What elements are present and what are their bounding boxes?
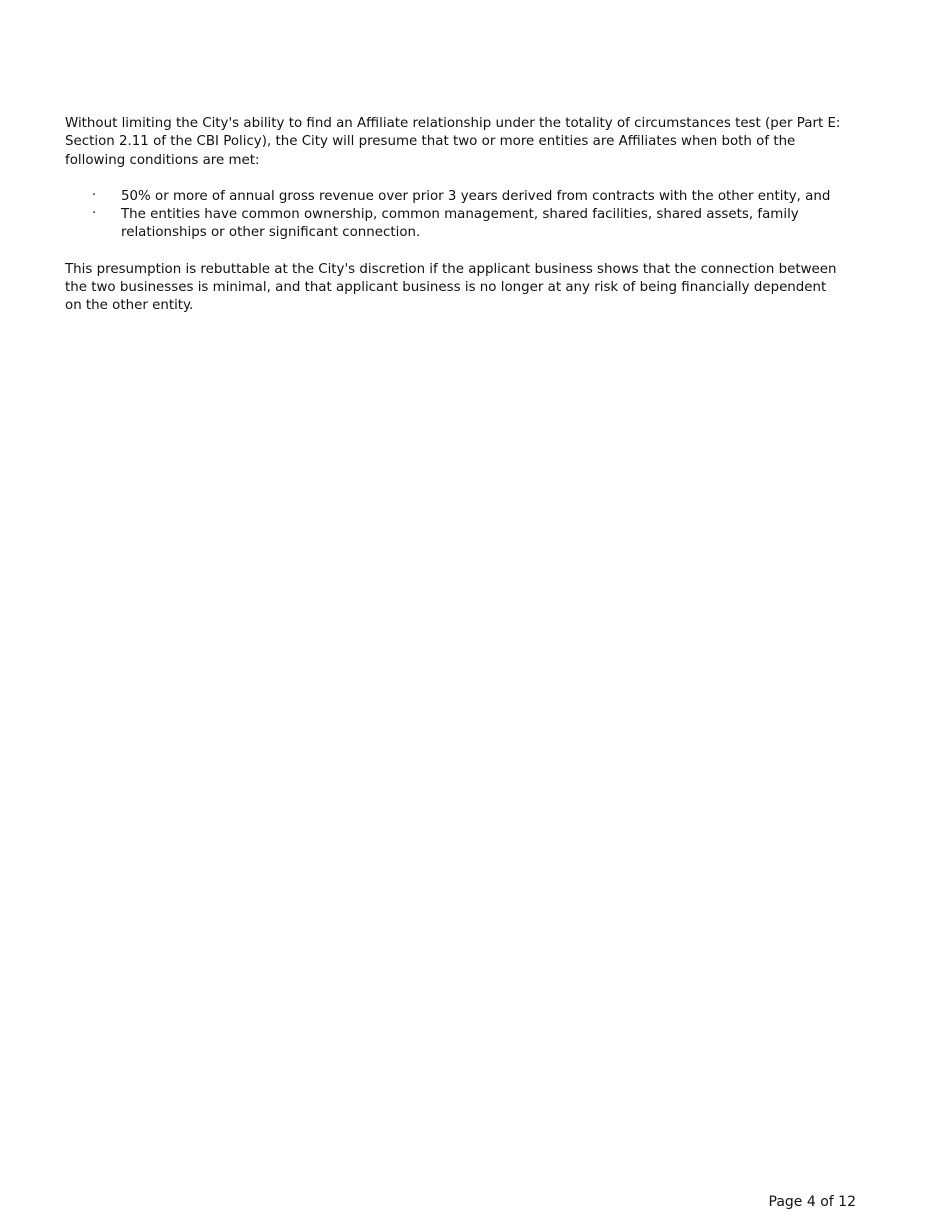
page-number: Page 4 of 12	[768, 1194, 856, 1210]
conditions-list	[65, 188, 845, 243]
list-item-text: 50% or more of annual gross revenue over prior 3 years derived from contracts with the other entity, and	[121, 188, 831, 204]
document-body	[65, 115, 845, 316]
bullet-icon: ·	[92, 187, 97, 203]
bullet-icon: ·	[92, 206, 97, 222]
intro-paragraph: Without limiting the City's ability to find an Affiliate relationship under the totality of circumstances test (per Part E: Section 2.11 of the CBI Policy), the City will presume that two or more entities are Affiliates when both of the following conditions are met:	[65, 116, 841, 168]
closing-paragraph: This presumption is rebuttable at the City's discretion if the applicant business shows that the connection between the two businesses is minimal, and that applicant business is no longer at any risk of being financially dependent on the other entity.	[65, 261, 837, 314]
list-item-text: The entities have common ownership, common management, shared facilities, shared assets, family relationships or other significant connection.	[121, 207, 799, 241]
list-item	[65, 206, 845, 243]
list-item	[65, 188, 845, 206]
